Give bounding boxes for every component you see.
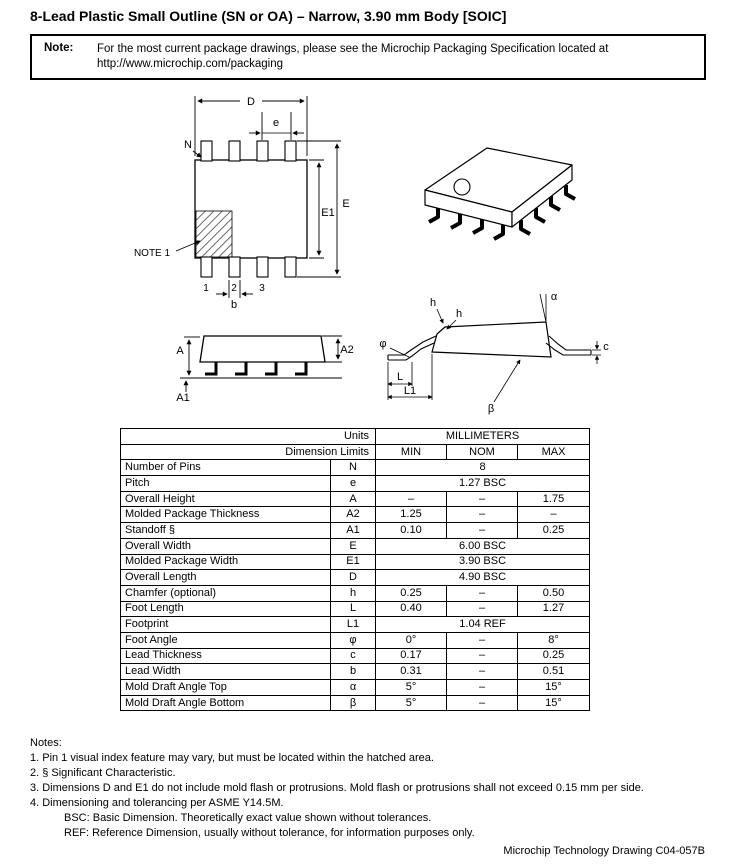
side-view-leads [205,362,306,374]
note-item-2: 2. § Significant Characteristic. [30,767,176,779]
pin1-hatched-area [196,211,232,257]
dim-label-L: L [396,371,404,383]
notes-heading: Notes: [30,737,62,749]
col-header-max: MAX [518,444,590,460]
dim-label-D: D [247,96,255,108]
units-label: Units [121,429,376,445]
note-sub-item-bsc: BSC: Basic Dimension. Theoretically exact value shown without tolerances. [64,812,432,824]
table-row: Standoff § A1 0.10 – 0.25 [121,523,590,539]
note-label: Note: [44,42,74,54]
table-row: Footprint L1 1.04 REF [121,617,590,633]
note-item-4: 4. Dimensioning and tolerancing per ASME Y14.5M. [30,797,284,809]
note-line-1: For the most current package drawings, please see the Microchip Packaging Specification located at [97,43,609,55]
table-header-limits [121,444,590,460]
side-view-drawing [176,336,353,404]
table-row: Foot Length L 0.40 – 1.27 [121,601,590,617]
dim-label-c: c [603,341,609,353]
table-header-units [121,429,590,445]
dim-label-h-upper: h [429,297,437,309]
table-row: Pitch e 1.27 BSC [121,476,590,492]
dim-label-beta: β [487,403,495,415]
table-row: Mold Draft Angle Top α 5° – 15° [121,680,590,696]
dim-label-alpha: α [550,291,558,303]
dim-label-b: b [230,299,238,311]
note-item-3: 3. Dimensions D and E1 do not include mold flash or protrusions. Mold flash or protrusions shall not exceed 0.15 mm per side. [30,782,644,794]
table-row: Overall Height A – – 1.75 [121,491,590,507]
technical-drawings [0,85,735,420]
note1-callout: NOTE 1 [133,248,171,259]
dimension-table [120,428,590,711]
dim-label-E: E [342,198,350,210]
note-item-1: 1. Pin 1 visual index feature may vary, but must be located within the hatched area. [30,752,434,764]
table-row: Lead Width b 0.31 – 0.51 [121,664,590,680]
table-row: Molded Package Width E1 3.90 BSC [121,554,590,570]
table-row: Mold Draft Angle Bottom β 5° – 15° [121,695,590,711]
dim-label-A: A [176,345,184,357]
detail-right-lead [546,336,591,355]
table-row: Chamfer (optional) h 0.25 – 0.50 [121,585,590,601]
notes-section [30,736,644,841]
table-row: Foot Angle φ 0° – 8° [121,632,590,648]
dim-label-phi: φ [379,338,387,350]
note-box [30,34,706,80]
side-view-body [200,336,325,362]
dim-label-A1: A1 [176,392,190,404]
dim-label-E1: E1 [321,207,335,219]
top-view-drawing [134,96,350,311]
pin-number-1: 1 [203,283,209,294]
dim-label-e: e [272,117,280,129]
table-row: Molded Package Thickness A2 1.25 – – [121,507,590,523]
table-row: Number of Pins N 8 [121,460,590,476]
limits-label: Dimension Limits [121,444,376,460]
units-value: MILLIMETERS [376,429,590,445]
dim-label-A2: A2 [340,344,354,356]
table-row: Overall Width E 6.00 BSC [121,538,590,554]
detail-view-drawing [379,291,609,415]
page-title: 8-Lead Plastic Small Outline (SN or OA) – Narrow, 3.90 mm Body [SOIC] [30,8,507,24]
pin1-indicator-dimple [454,179,470,195]
col-header-nom: NOM [447,444,518,460]
detail-body-section [432,322,551,357]
table-row: Lead Thickness c 0.17 – 0.25 [121,648,590,664]
top-view-labels [134,96,350,311]
pin-number-3: 3 [259,283,265,294]
note-text [97,42,608,78]
col-header-min: MIN [376,444,447,460]
dim-label-h-lower: h [455,308,463,320]
detail-left-lead [388,336,436,360]
drawing-number-footer: Microchip Technology Drawing C04-057B [503,845,705,857]
dim-label-L1: L1 [403,385,417,397]
note-sub-item-ref: REF: Reference Dimension, usually without tolerance, for information purposes only. [64,827,475,839]
isometric-view-drawing [425,148,575,239]
table-row: Overall Length D 4.90 BSC [121,570,590,586]
note-link-url: http://www.microchip.com/packaging [97,58,283,70]
pin-number-2: 2 [231,283,237,294]
dim-label-N: N [184,139,192,151]
